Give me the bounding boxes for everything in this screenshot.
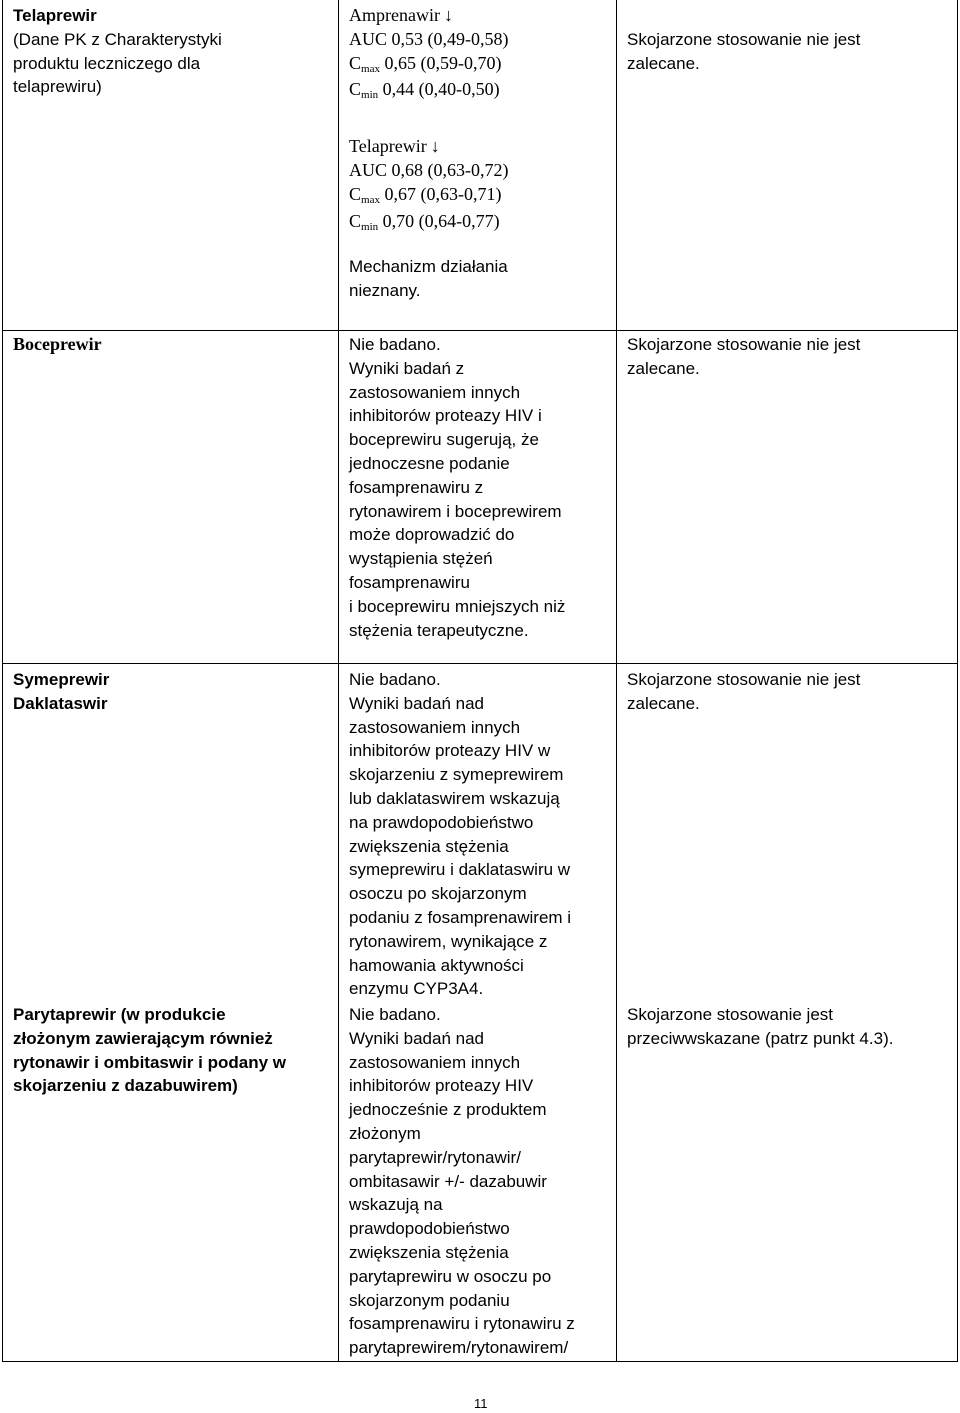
recommendation-line: zalecane. bbox=[627, 358, 700, 378]
cmin-value: 0,70 (0,64-0,77) bbox=[382, 210, 500, 231]
telaprevir-cmin bbox=[349, 210, 509, 237]
drug-cell-paritaprevir bbox=[13, 1003, 286, 1098]
effect-line: wystąpienia stężeń bbox=[349, 549, 493, 569]
recommendation-line: zalecane. bbox=[627, 53, 700, 73]
drug-name-line: rytonawir i ombitaswir i podany w bbox=[13, 1052, 286, 1072]
table-column-divider-1 bbox=[338, 0, 339, 1362]
cmin-value: 0,44 (0,40-0,50) bbox=[382, 79, 500, 100]
recommendation-line: Skojarzone stosowanie nie jest bbox=[627, 670, 861, 689]
effect-line: fosamprenawiru i rytonawiru z bbox=[349, 1314, 575, 1334]
effect-line: stężenia terapeutyczne. bbox=[349, 620, 529, 640]
arrow-down-icon: ↓ bbox=[430, 136, 440, 157]
effect-line: Wyniki badań nad bbox=[349, 693, 484, 713]
recommendation-line: Skojarzone stosowanie nie jest bbox=[627, 335, 861, 354]
drug-name: Boceprewir bbox=[13, 334, 102, 354]
effect-line: symeprewiru i daklataswiru w bbox=[349, 860, 571, 880]
effect-line: fosamprenawiru z bbox=[349, 477, 484, 497]
effect-line: i boceprewiru mniejszych niż bbox=[349, 596, 566, 616]
amprenavir-label-line bbox=[349, 4, 509, 28]
effect-line: Wyniki badań nad bbox=[349, 1028, 484, 1048]
effect-line: inhibitorów proteazy HIV i bbox=[349, 406, 542, 426]
effect-line: hamowania aktywności bbox=[349, 955, 524, 975]
amprenavir-auc: AUC 0,53 (0,49-0,58) bbox=[349, 28, 509, 49]
table-column-divider-2 bbox=[616, 0, 617, 1362]
recommendation-cell-telaprevir bbox=[627, 28, 860, 76]
recommendation-cell-paritaprevir bbox=[627, 1003, 893, 1051]
drug-name-line: skojarzeniu z dazabuwirem) bbox=[13, 1076, 238, 1096]
recommendation-line: Skojarzone stosowanie jest bbox=[627, 1005, 834, 1024]
drug-name: Symeprewir bbox=[13, 670, 110, 689]
amprenavir-cmin bbox=[349, 78, 509, 105]
effect-line: enzymu CYP3A4. bbox=[349, 979, 484, 999]
telaprevir-label: Telaprewir bbox=[349, 136, 427, 157]
effect-line: parytaprewir/rytonawir/ bbox=[349, 1147, 521, 1167]
effect-line: jednocześnie z produktem bbox=[349, 1100, 547, 1120]
effect-line: ombitasawir +/- dazabuwir bbox=[349, 1171, 547, 1191]
cmin-subscript: min bbox=[361, 89, 379, 102]
effect-line: Wyniki badań z bbox=[349, 358, 465, 378]
effect-line: fosamprenawiru bbox=[349, 572, 470, 592]
recommendation-line: przeciwwskazane (patrz punkt 4.3). bbox=[627, 1028, 894, 1048]
effect-line: na prawdopodobieństwo bbox=[349, 812, 534, 832]
effect-line: parytaprewirem/rytonawirem/ bbox=[349, 1338, 569, 1358]
telaprevir-cmax bbox=[349, 183, 509, 210]
effect-line: zwiększenia stężenia bbox=[349, 836, 509, 856]
drug-note-line: telaprewiru) bbox=[13, 77, 102, 97]
effect-line: Nie badano. bbox=[349, 335, 441, 354]
effect-line: wskazują na bbox=[349, 1195, 443, 1215]
drug-name: Telaprewir bbox=[13, 6, 97, 25]
cmin-symbol: C bbox=[349, 210, 362, 231]
effect-line: skojarzeniu z symeprewirem bbox=[349, 765, 564, 785]
cmax-value: 0,67 (0,63-0,71) bbox=[384, 183, 502, 204]
drug-cell-boceprevir bbox=[13, 333, 102, 357]
drug-name: Daklataswir bbox=[13, 693, 108, 713]
effect-line: rytonawirem, wynikające z bbox=[349, 931, 548, 951]
effect-line: inhibitorów proteazy HIV bbox=[349, 1076, 534, 1096]
telaprevir-label-line bbox=[349, 135, 509, 159]
effect-line: może doprowadzić do bbox=[349, 525, 515, 545]
amprenavir-label: Amprenawir bbox=[349, 5, 440, 25]
recommendation-cell-boceprevir bbox=[627, 333, 860, 381]
table-row-divider bbox=[2, 330, 958, 331]
effect-line: zastosowaniem innych bbox=[349, 1052, 521, 1072]
table-border-bottom bbox=[2, 1361, 958, 1362]
effect-line: lub daklataswirem wskazują bbox=[349, 788, 560, 808]
effect-cell-boceprevir bbox=[349, 333, 565, 642]
drug-name-line: złożonym zawierającym również bbox=[13, 1028, 273, 1048]
cmin-subscript: min bbox=[361, 220, 379, 233]
effect-line: inhibitorów proteazy HIV w bbox=[349, 741, 551, 761]
effect-cell-simeprevir-daclatasvir bbox=[349, 668, 571, 1001]
effect-line: prawdopodobieństwo bbox=[349, 1219, 510, 1239]
amprenavir-cmax bbox=[349, 52, 509, 79]
telaprevir-auc: AUC 0,68 (0,63-0,72) bbox=[349, 159, 509, 180]
cmin-symbol: C bbox=[349, 79, 362, 100]
drug-note-line: produktu leczniczego dla bbox=[13, 53, 201, 73]
cmax-subscript: max bbox=[361, 62, 380, 75]
effect-line: Nie badano. bbox=[349, 1005, 441, 1024]
table-border-right bbox=[957, 0, 958, 1362]
effect-line: boceprewiru sugerują, że bbox=[349, 430, 539, 450]
effect-line: rytonawirem i boceprewirem bbox=[349, 501, 562, 521]
cmax-subscript: max bbox=[361, 193, 380, 206]
recommendation-line: zalecane. bbox=[627, 693, 700, 713]
mechanism-line: nieznany. bbox=[349, 280, 421, 300]
effect-line: Nie badano. bbox=[349, 670, 441, 689]
effect-line: zastosowaniem innych bbox=[349, 382, 521, 402]
drug-cell-simeprevir-daclatasvir bbox=[13, 668, 109, 716]
effect-line: jednoczesne podanie bbox=[349, 453, 510, 473]
page-number: 11 bbox=[474, 1396, 488, 1411]
mechanism-line: Mechanizm działania bbox=[349, 257, 508, 276]
drug-cell-telaprevir bbox=[13, 4, 222, 99]
effect-line: parytaprewiru w osoczu po bbox=[349, 1266, 552, 1286]
drug-note-line: (Dane PK z Charakterystyki bbox=[13, 29, 222, 49]
cmax-symbol: C bbox=[349, 52, 362, 73]
mechanism-note bbox=[349, 255, 508, 303]
effect-line: zastosowaniem innych bbox=[349, 717, 521, 737]
recommendation-cell-simeprevir-daclatasvir bbox=[627, 668, 860, 716]
effect-line: osoczu po skojarzonym bbox=[349, 884, 527, 904]
effect-line: skojarzonym podaniu bbox=[349, 1290, 510, 1310]
drug-name-line: Parytaprewir (w produkcie bbox=[13, 1005, 226, 1024]
effect-cell-telaprevir bbox=[349, 4, 509, 236]
recommendation-line: Skojarzone stosowanie nie jest bbox=[627, 30, 861, 49]
table-row-divider bbox=[2, 663, 958, 664]
effect-line: złożonym bbox=[349, 1123, 421, 1143]
cmax-value: 0,65 (0,59-0,70) bbox=[384, 52, 502, 73]
effect-cell-paritaprevir bbox=[349, 1003, 575, 1360]
effect-line: zwiększenia stężenia bbox=[349, 1242, 509, 1262]
effect-line: podaniu z fosamprenawirem i bbox=[349, 907, 572, 927]
cmax-symbol: C bbox=[349, 183, 362, 204]
arrow-down-icon: ↓ bbox=[443, 5, 453, 25]
table-border-left bbox=[2, 0, 3, 1362]
